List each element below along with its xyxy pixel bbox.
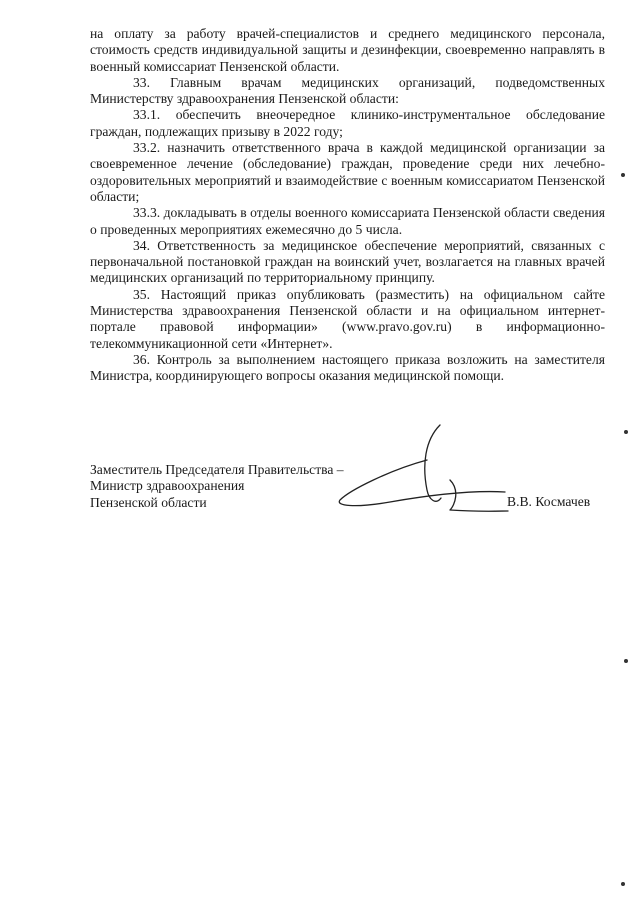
scan-speck — [621, 173, 625, 177]
scan-speck — [621, 882, 625, 886]
signatory-title-line: Министр здравоохранения — [90, 478, 245, 494]
scan-speck — [624, 430, 628, 434]
paragraph-continuation: на оплату за работу врачей-специалистов и среднего медицинского персонала, стоимость средств индивидуальной защиты и дезинфекции, своевременно направлять в военный комиссариат Пензенской области. — [90, 26, 605, 74]
paragraph-33-2: 33.2. назначить ответственного врача в каждой медицинской организации за своевременное лечение (обследование) граждан, проведение среди них лечебно-оздоровительных мероприятий и взаимодействие с военным комиссариатом Пензенской области; — [90, 140, 605, 204]
signatory-title-line: Заместитель Председателя Правительства – — [90, 462, 344, 477]
paragraph-33-3: 33.3. докладывать в отделы военного комиссариата Пензенской области сведения о проведенных мероприятиях ежемесячно до 5 числа. — [90, 205, 605, 237]
signatory-name: В.В. Космачев — [507, 494, 591, 509]
scan-speck — [624, 659, 628, 663]
paragraph-35: 35. Настоящий приказ опубликовать (разместить) на официальном сайте Министерства здравоохранения Пензенской области и на официальном интернет-портале правовой информации» (www.pravo.gov.ru) в информационно-телекоммуникационной сети «Интернет». — [90, 286, 605, 351]
paragraph-36: 36. Контроль за выполнением настоящего приказа возложить на заместителя Министра, координирующего вопросы оказания медицинской помощи. — [90, 351, 605, 384]
paragraph-34: 34. Ответственность за медицинское обеспечение мероприятий, связанных с первоначальной постановкой граждан на воинский учет, возлагается на главных врачей медицинских организаций по территориальному принципу. — [90, 237, 605, 286]
paragraph-33-1: 33.1. обеспечить внеочередное клинико-инструментальное обследование граждан, подлежащих призыву в 2022 году; — [90, 107, 605, 139]
handwritten-signature — [330, 420, 530, 520]
document-body — [90, 26, 605, 385]
paragraph-33: 33. Главным врачам медицинских организаций, подведомственных Министерству здравоохранения Пензенской области: — [90, 74, 605, 107]
signatory-title — [90, 462, 344, 511]
signatory-title-line: Пензенской области — [90, 494, 207, 510]
